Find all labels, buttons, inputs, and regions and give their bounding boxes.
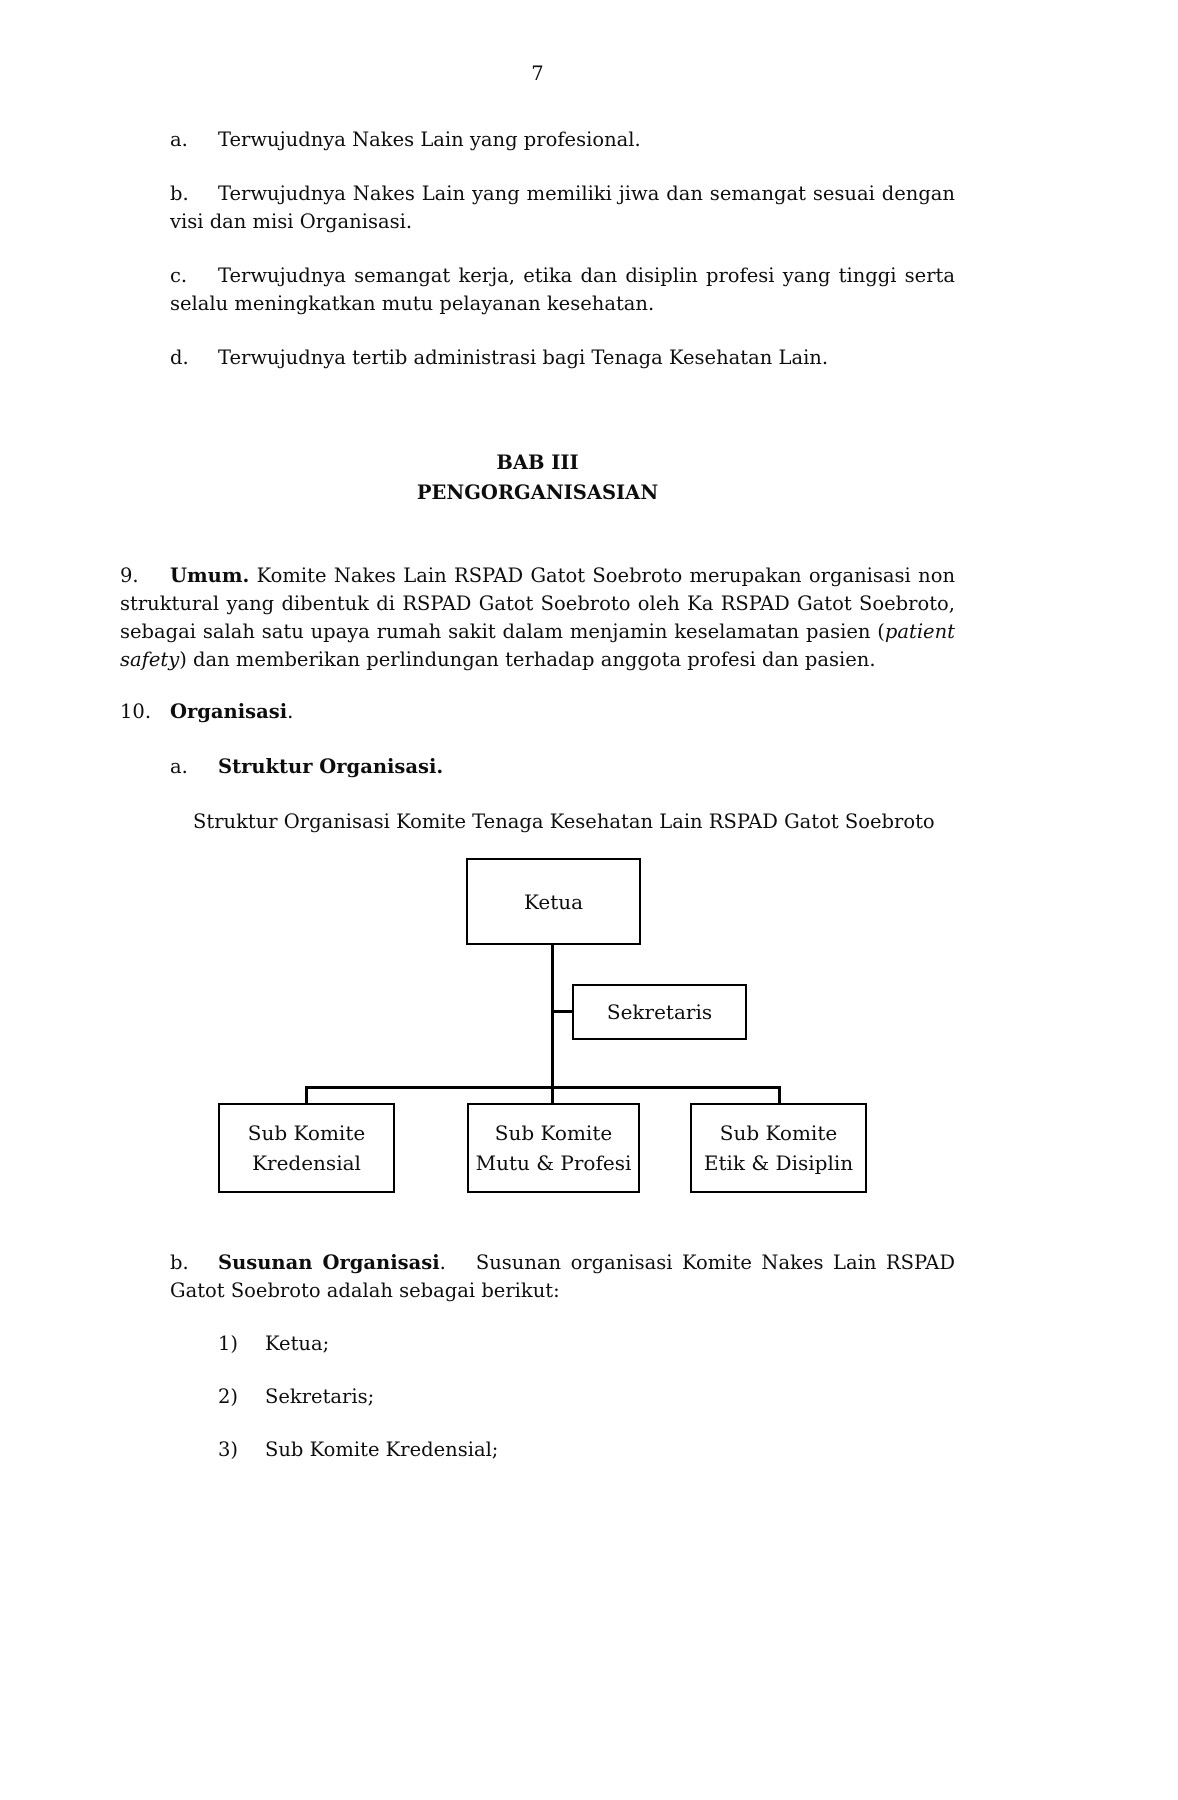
paragraph-organisasi-period: .	[287, 700, 294, 723]
list-item-b-text: Terwujudnya Nakes Lain yang memiliki jiwa dan semangat sesuai dengan visi dan misi Organisasi.	[170, 182, 955, 233]
susunan-organisasi-body: Susunan organisasi Komite Nakes Lain RSPAD Gatot Soebroto adalah sebagai berikut:	[170, 1251, 955, 1302]
connector-line-vertical	[551, 945, 554, 1089]
list-item-c	[170, 262, 955, 318]
susunan-item-2-label: 2)	[218, 1385, 239, 1408]
sub-komite-etik-line1: Sub Komite	[719, 1121, 838, 1145]
susunan-organisasi-period: .	[439, 1251, 446, 1274]
susunan-list-item-2	[218, 1383, 955, 1411]
paragraph-umum	[120, 562, 955, 674]
struktur-organisasi-title: Struktur Organisasi.	[218, 755, 444, 778]
connector-line-horizontal	[305, 1086, 781, 1089]
chapter-title: BAB III	[496, 451, 579, 474]
org-chart-node-sekretaris-label: Sekretaris	[606, 1000, 713, 1024]
susunan-organisasi-item	[170, 1249, 955, 1305]
paragraph-umum-italic: patient safety	[120, 620, 955, 671]
chapter-subtitle: PENGORGANISASIAN	[416, 481, 659, 504]
connector-stub-mutu	[551, 1086, 554, 1103]
org-chart-node-ketua	[466, 858, 641, 945]
org-chart-node-sub-komite-kredensial	[218, 1103, 395, 1193]
list-item-a	[170, 126, 955, 154]
susunan-list-item-3	[218, 1436, 955, 1464]
chapter-heading	[120, 448, 955, 508]
list-item-c-label: c.	[170, 264, 188, 287]
list-item-d-text: Terwujudnya tertib administrasi bagi Tenaga Kesehatan Lain.	[218, 346, 829, 369]
org-chart	[120, 858, 955, 1203]
susunan-item-2-text: Sekretaris;	[265, 1385, 375, 1408]
sub-komite-mutu-line2: Mutu & Profesi	[475, 1151, 632, 1175]
paragraph-umum-body-2: ) dan memberikan perlindungan terhadap anggota profesi dan pasien.	[179, 648, 876, 671]
paragraph-umum-number: 9.	[120, 564, 139, 587]
org-chart-node-sekretaris	[572, 984, 747, 1040]
list-item-b	[170, 180, 955, 236]
page-number: 7	[531, 62, 544, 85]
paragraph-umum-title: Umum.	[170, 564, 250, 587]
susunan-item-1-label: 1)	[218, 1332, 239, 1355]
org-chart-caption: Struktur Organisasi Komite Tenaga Kesehatan Lain RSPAD Gatot Soebroto	[193, 810, 935, 833]
sub-komite-mutu-line1: Sub Komite	[494, 1121, 613, 1145]
list-item-c-text: Terwujudnya semangat kerja, etika dan disiplin profesi yang tinggi serta selalu meningkatkan mutu pelayanan kesehatan.	[170, 264, 955, 315]
sub-komite-kredensial-line2: Kredensial	[252, 1151, 361, 1175]
susunan-organisasi-label: b.	[170, 1251, 189, 1274]
susunan-list-item-1	[218, 1330, 955, 1358]
susunan-item-3-text: Sub Komite Kredensial;	[265, 1438, 499, 1461]
list-item-a-label: a.	[170, 128, 188, 151]
org-chart-node-sub-komite-mutu-profesi	[467, 1103, 640, 1193]
connector-stub-kredensial	[305, 1086, 308, 1103]
sub-komite-kredensial-line1: Sub Komite	[247, 1121, 366, 1145]
susunan-item-1-text: Ketua;	[265, 1332, 330, 1355]
connector-line-sekretaris	[551, 1010, 572, 1013]
list-item-b-label: b.	[170, 182, 189, 205]
org-chart-node-sub-komite-etik-disiplin	[690, 1103, 867, 1193]
paragraph-organisasi-number: 10.	[120, 700, 152, 723]
connector-stub-etik	[778, 1086, 781, 1103]
susunan-item-3-label: 3)	[218, 1438, 239, 1461]
sub-komite-etik-line2: Etik & Disiplin	[703, 1151, 854, 1175]
list-item-a-text: Terwujudnya Nakes Lain yang profesional.	[218, 128, 641, 151]
struktur-organisasi-label: a.	[170, 755, 188, 778]
susunan-organisasi-title: Susunan Organisasi	[218, 1251, 440, 1274]
paragraph-umum-body-1: Komite Nakes Lain RSPAD Gatot Soebroto merupakan organisasi non struktural yang dibentuk di RSPAD Gatot Soebroto oleh Ka RSPAD Gatot Soebroto, sebagai salah satu upaya rumah sakit dalam menjamin keselamatan pasien (	[120, 564, 955, 643]
list-item-d-label: d.	[170, 346, 189, 369]
struktur-organisasi-item	[170, 753, 955, 781]
paragraph-organisasi-title: Organisasi	[170, 700, 288, 723]
paragraph-organisasi	[120, 698, 955, 726]
list-item-d	[170, 344, 955, 372]
org-chart-node-ketua-label: Ketua	[523, 889, 584, 914]
